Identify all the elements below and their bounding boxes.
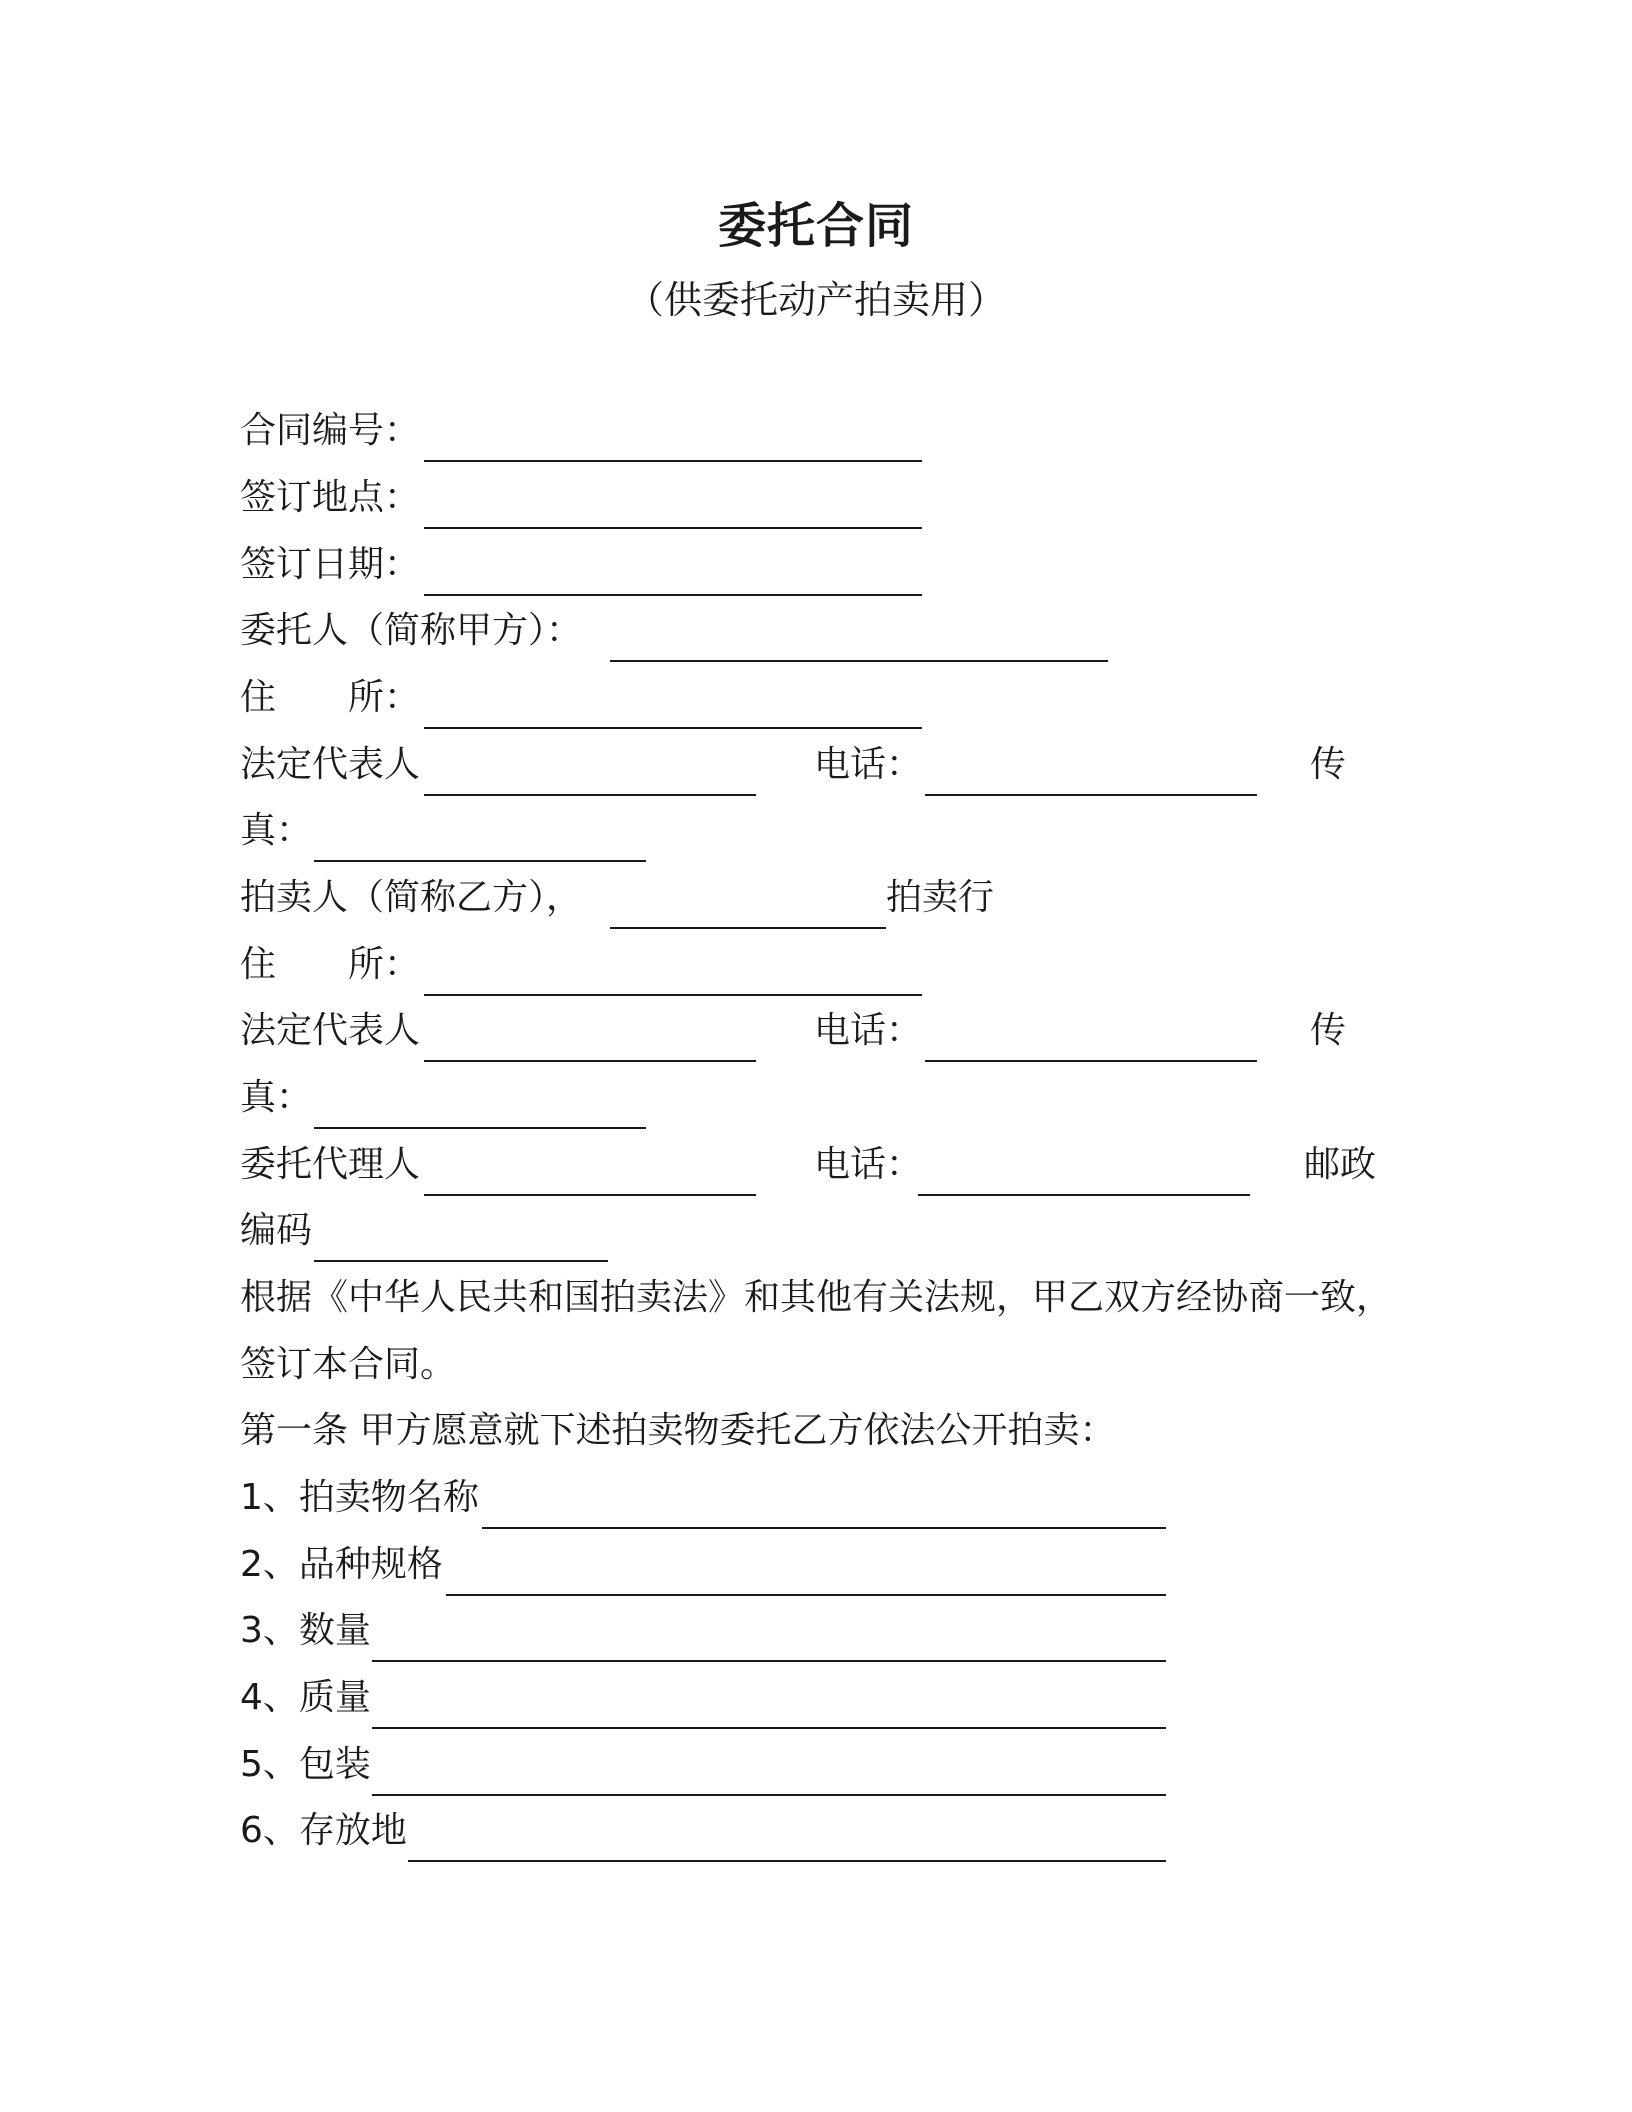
fax-label-auctioneer-part2: 真：	[240, 1077, 313, 1118]
legal-rep-field-auctioneer[interactable]	[424, 1060, 756, 1062]
phone-label-principal: 电话：	[814, 744, 923, 785]
legal-rep-field-principal[interactable]	[424, 794, 756, 796]
item-name-field[interactable]	[482, 1527, 1166, 1529]
auctioneer-suffix: 拍卖行	[886, 877, 995, 918]
intro-paragraph-line2: 签订本合同。	[240, 1344, 457, 1385]
postcode-label-part2: 编码	[240, 1210, 313, 1251]
article-1: 第一条 甲方愿意就下述拍卖物委托乙方依法公开拍卖：	[240, 1410, 1116, 1451]
item-quantity-label: 3、数量	[240, 1610, 371, 1651]
fax-label-principal-part1: 传	[1310, 744, 1347, 785]
phone-field-principal[interactable]	[925, 794, 1257, 796]
address-field-principal[interactable]	[424, 727, 922, 729]
postcode-field[interactable]	[314, 1260, 608, 1262]
agent-label: 委托代理人	[240, 1144, 421, 1185]
fax-field-principal[interactable]	[314, 860, 646, 862]
contract-no-field[interactable]	[424, 460, 922, 462]
document-subtitle: （供委托动产拍卖用）	[625, 278, 1006, 322]
sign-date-field[interactable]	[424, 594, 922, 596]
phone-label-auctioneer: 电话：	[814, 1010, 923, 1051]
auctioneer-label: 拍卖人（简称乙方），	[240, 877, 583, 918]
item-packaging-field[interactable]	[372, 1794, 1166, 1796]
sign-place-label: 签订地点：	[240, 477, 421, 518]
item-quantity-field[interactable]	[372, 1660, 1166, 1662]
agent-field[interactable]	[424, 1194, 756, 1196]
legal-rep-label-auctioneer: 法定代表人	[240, 1010, 421, 1051]
item-storage-label: 6、存放地	[240, 1810, 407, 1851]
fax-field-auctioneer[interactable]	[314, 1127, 646, 1129]
item-quality-label: 4、质量	[240, 1677, 371, 1718]
address-field-auctioneer[interactable]	[424, 994, 922, 996]
fax-label-auctioneer-part1: 传	[1310, 1010, 1347, 1051]
item-spec-label: 2、品种规格	[240, 1544, 443, 1585]
item-storage-field[interactable]	[408, 1860, 1166, 1862]
postcode-label-part1: 邮政	[1304, 1144, 1377, 1185]
principal-label: 委托人（简称甲方）：	[240, 610, 583, 651]
auctioneer-field[interactable]	[610, 927, 886, 929]
sign-place-field[interactable]	[424, 527, 922, 529]
address-label-principal: 住 所：	[240, 677, 421, 718]
contract-no-label: 合同编号：	[240, 410, 421, 451]
item-quality-field[interactable]	[372, 1727, 1166, 1729]
intro-paragraph-line1: 根据《中华人民共和国拍卖法》和其他有关法规，甲乙双方经协商一致，	[240, 1277, 1393, 1318]
phone-label-agent: 电话：	[814, 1144, 923, 1185]
phone-field-auctioneer[interactable]	[925, 1060, 1257, 1062]
item-packaging-label: 5、包装	[240, 1744, 371, 1785]
sign-date-label: 签订日期：	[240, 544, 421, 585]
phone-field-agent[interactable]	[918, 1194, 1250, 1196]
item-spec-field[interactable]	[446, 1594, 1166, 1596]
address-label-auctioneer: 住 所：	[240, 944, 421, 985]
item-name-label: 1、拍卖物名称	[240, 1477, 479, 1518]
fax-label-principal-part2: 真：	[240, 810, 313, 851]
principal-field[interactable]	[610, 660, 1108, 662]
document-title: 委托合同	[717, 198, 914, 254]
legal-rep-label-principal: 法定代表人	[240, 744, 421, 785]
